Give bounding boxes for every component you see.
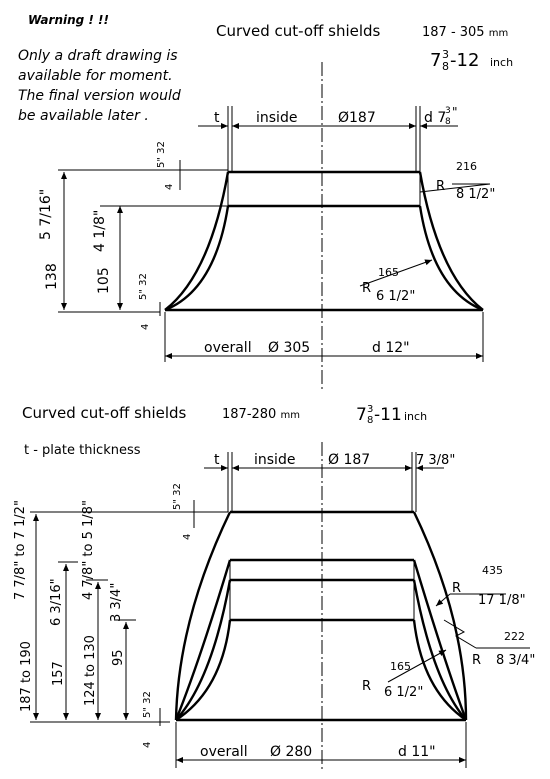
top-inside-dimension: [198, 105, 458, 172]
top-dim-5-32b: 5" 32: [138, 273, 149, 300]
svg-text:8 3/4": 8 3/4": [496, 653, 536, 668]
bottom-dim-157: 157: [51, 661, 66, 686]
svg-text:inch: inch: [490, 56, 514, 69]
bottom-height-dimensions: [13, 483, 228, 748]
svg-text:": ": [452, 105, 458, 119]
svg-text:6 1/2": 6 1/2": [384, 685, 424, 700]
top-inside-inch: d 7: [424, 110, 447, 126]
svg-text:inch: inch: [404, 410, 428, 423]
top-dim-5-7-16: 5 7/16": [38, 188, 54, 240]
svg-text:3: 3: [367, 404, 374, 415]
bottom-inside-diameter: Ø 187: [328, 452, 371, 468]
note-line-3: The final version would: [18, 88, 181, 104]
bottom-dim-95: 95: [111, 649, 126, 666]
note-line-1: Only a draft drawing is: [18, 48, 178, 64]
top-title: Curved cut-off shields: [216, 22, 381, 40]
svg-text:8: 8: [367, 415, 374, 426]
bottom-dim-4-7-8: 4 7/8" to 5 1/8": [81, 500, 96, 600]
top-dim-5-32: 5" 32: [156, 141, 167, 168]
note-line-2: available for moment.: [18, 68, 173, 84]
svg-text:R: R: [452, 581, 462, 596]
bottom-dim-4b: 4: [142, 741, 153, 748]
bottom-inside-dimension: [204, 452, 455, 512]
top-dim-4a: 4: [164, 183, 175, 190]
svg-text:-12: -12: [450, 50, 480, 71]
svg-text:R: R: [436, 179, 446, 194]
top-dim-4b: 4: [140, 323, 151, 330]
bottom-title: Curved cut-off shields: [22, 404, 187, 422]
svg-text:7: 7: [356, 405, 367, 425]
bottom-dim-187-190: 187 to 190: [19, 641, 34, 712]
svg-text:7: 7: [430, 50, 442, 71]
top-inside-diameter: Ø187: [338, 110, 376, 126]
top-dim-105: 105: [96, 267, 112, 294]
top-dim-4-1-8: 4 1/8": [92, 209, 108, 252]
bottom-overall-dimension: [176, 722, 466, 768]
bottom-inside-inch: 7 3/8": [416, 453, 456, 468]
bottom-dim-6-3-16: 6 3/16": [49, 578, 64, 626]
svg-text:3: 3: [445, 106, 451, 116]
svg-text:-11: -11: [374, 405, 402, 425]
warning-text: Warning ! !!: [28, 13, 109, 27]
svg-text:R: R: [362, 679, 372, 694]
svg-text:R: R: [362, 281, 372, 296]
bottom-dim-4a: 4: [182, 533, 193, 540]
bottom-dim-5-32: 5" 32: [172, 483, 183, 510]
bottom-overall-inch: d 11": [398, 744, 436, 760]
bottom-drawing: [13, 404, 535, 772]
top-height-dimensions: [38, 141, 228, 330]
plate-thickness-note: t - plate thickness: [24, 443, 141, 458]
svg-text:8 1/2": 8 1/2": [456, 187, 496, 202]
bottom-t-label: t: [214, 452, 220, 468]
bottom-overall-diameter: Ø 280: [270, 744, 313, 760]
svg-text:165: 165: [390, 660, 411, 673]
svg-text:216: 216: [456, 160, 477, 173]
svg-text:R: R: [472, 653, 482, 668]
svg-text:8: 8: [442, 60, 449, 73]
bottom-inside-label: inside: [254, 452, 296, 468]
svg-text:8: 8: [445, 117, 451, 127]
svg-text:3: 3: [442, 48, 449, 61]
top-overall-dimension: [165, 312, 483, 362]
svg-text:435: 435: [482, 564, 503, 577]
top-inside-label: inside: [256, 110, 298, 126]
top-range-mm: 187 - 305 mm: [422, 25, 509, 40]
bottom-range-mm: 187-280 mm: [222, 407, 300, 422]
svg-text:222: 222: [504, 630, 525, 643]
bottom-range-inch: [356, 404, 427, 426]
bottom-dim-7-7-8: 7 7/8" to 7 1/2": [13, 500, 28, 600]
top-t-label: t: [214, 110, 220, 126]
svg-text:17 1/8": 17 1/8": [478, 593, 526, 608]
note-line-4: be available later .: [18, 108, 149, 124]
bottom-dim-3-3-4: 3 3/4": [109, 582, 124, 622]
bottom-dim-5-32b: 5" 32: [142, 691, 153, 718]
svg-text:6 1/2": 6 1/2": [376, 289, 416, 304]
bottom-radius-small: [362, 650, 446, 700]
svg-text:165: 165: [378, 266, 399, 279]
top-radius-large: [420, 160, 495, 202]
top-overall-label: overall: [204, 340, 252, 356]
top-overall-diameter: Ø 305: [268, 340, 311, 356]
top-radius-small: [360, 260, 432, 304]
top-overall-inch: d 12": [372, 340, 410, 356]
top-dim-138: 138: [44, 263, 60, 290]
top-range-inch: [430, 48, 513, 73]
bottom-dim-124-130: 124 to 130: [83, 635, 98, 706]
draft-note: [18, 13, 181, 124]
bottom-overall-label: overall: [200, 744, 248, 760]
